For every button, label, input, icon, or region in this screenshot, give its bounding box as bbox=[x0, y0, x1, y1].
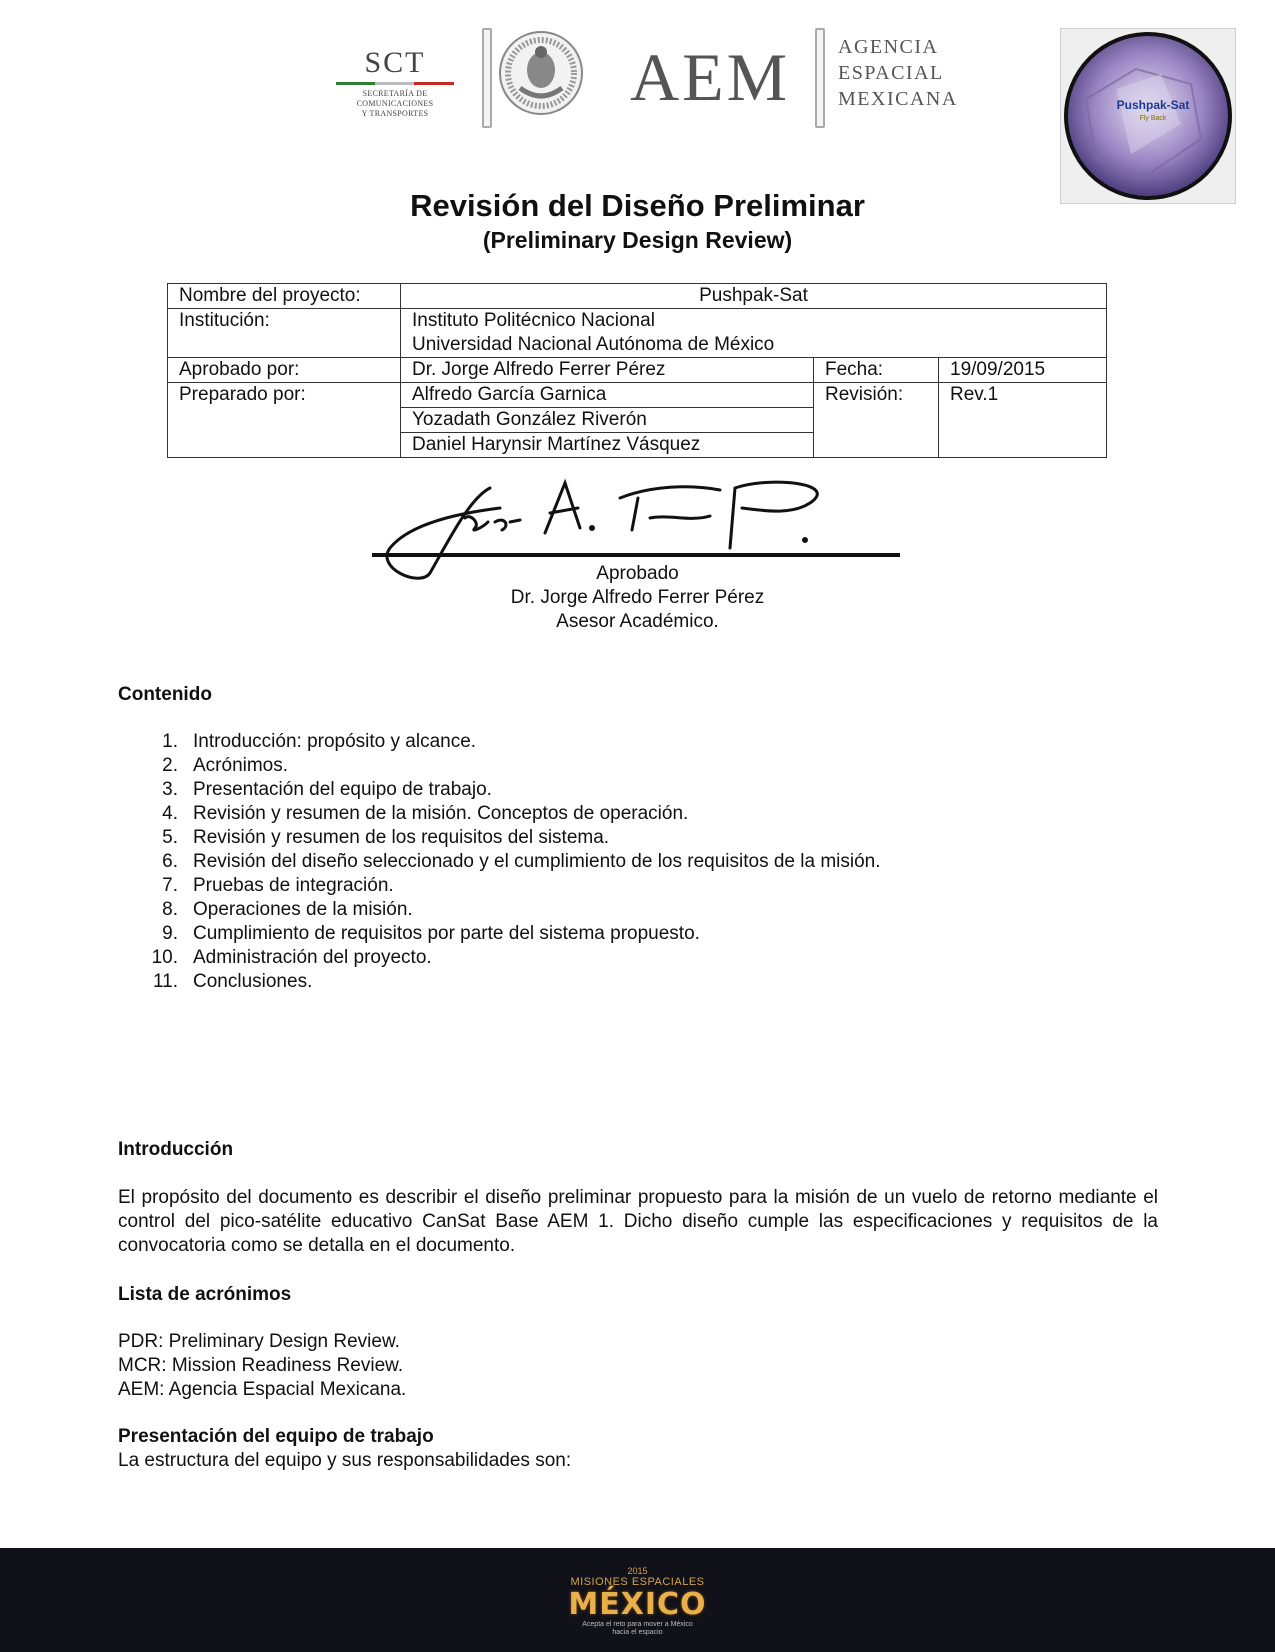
table-row bbox=[168, 309, 1107, 358]
sct-logo bbox=[330, 48, 460, 119]
approval-status: Aprobado bbox=[596, 563, 679, 584]
list-item-number: 9. bbox=[162, 923, 178, 944]
list-item-text: Revisión del diseño seleccionado y el cumplimiento de los requisitos de la misión. bbox=[193, 851, 881, 872]
footer-brand: MÉXICO bbox=[568, 1587, 707, 1622]
list-item-text: Revisión y resumen de los requisitos del sistema. bbox=[193, 827, 610, 848]
team-text: La estructura del equipo y sus responsabilidades son: bbox=[118, 1450, 572, 1471]
agencia-line: ESPACIAL bbox=[838, 62, 944, 84]
list-item-number: 11. bbox=[152, 971, 178, 992]
date-label: Fecha: bbox=[814, 358, 939, 383]
list-item-number: 2. bbox=[162, 755, 178, 776]
logo-divider bbox=[815, 28, 825, 128]
agencia-line: AGENCIA bbox=[838, 36, 939, 58]
acronyms-heading: Lista de acrónimos bbox=[118, 1284, 292, 1305]
agencia-line: MEXICANA bbox=[838, 88, 958, 110]
list-item bbox=[150, 970, 881, 994]
team-heading: Presentación del equipo de trabajo bbox=[118, 1426, 434, 1447]
list-item-text: Administración del proyecto. bbox=[193, 947, 432, 968]
misiones-espaciales-logo bbox=[555, 1566, 720, 1637]
footer-tagline: hacia el espacio bbox=[612, 1629, 663, 1636]
prepared-value: Daniel Harynsir Martínez Vásquez bbox=[401, 433, 814, 458]
list-item bbox=[150, 874, 881, 898]
aem-logo: AEM bbox=[630, 39, 791, 115]
introduction-heading: Introducción bbox=[118, 1139, 234, 1160]
approved-label: Aprobado por: bbox=[168, 358, 401, 383]
signature-line bbox=[372, 553, 900, 557]
revision-value: Rev.1 bbox=[939, 383, 1107, 458]
list-item-number: 7. bbox=[162, 875, 178, 896]
list-item-text: Conclusiones. bbox=[193, 971, 313, 992]
introduction-text: El propósito del documento es describir el diseño preliminar propuesto para la misión de un vuelo de retorno mediante el control del pico-satélite educativo CanSat Base AEM 1. Dicho diseño cumple las especificaciones y requisitos de la convocatoria como se detalla en el documento. bbox=[118, 1187, 1158, 1256]
list-item bbox=[150, 730, 881, 754]
list-item-text: Cumplimiento de requisitos por parte del sistema propuesto. bbox=[193, 923, 700, 944]
table-row bbox=[168, 383, 1107, 408]
acronym-item: AEM: Agencia Espacial Mexicana. bbox=[118, 1379, 407, 1400]
prepared-label: Preparado por: bbox=[168, 383, 401, 458]
list-item-text: Operaciones de la misión. bbox=[193, 899, 413, 920]
document-title: Revisión del Diseño Preliminar bbox=[410, 188, 865, 223]
table-row bbox=[168, 358, 1107, 383]
project-info-table bbox=[167, 283, 1107, 458]
sct-logo-rule bbox=[336, 82, 454, 85]
logo-divider bbox=[482, 28, 492, 128]
institution-line: Universidad Nacional Autónoma de México bbox=[412, 334, 775, 355]
list-item-number: 6. bbox=[162, 851, 178, 872]
list-item-number: 8. bbox=[162, 899, 178, 920]
approval-block bbox=[0, 562, 1275, 634]
date-value: 19/09/2015 bbox=[939, 358, 1107, 383]
acronym-item: MCR: Mission Readiness Review. bbox=[118, 1355, 404, 1376]
list-item bbox=[150, 922, 881, 946]
document-subtitle: (Preliminary Design Review) bbox=[482, 227, 793, 253]
list-item-text: Pruebas de integración. bbox=[193, 875, 394, 896]
footer-year: 2015 bbox=[627, 1566, 648, 1576]
list-item-text: Introducción: propósito y alcance. bbox=[193, 731, 477, 752]
national-seal-icon bbox=[498, 30, 584, 116]
list-item bbox=[150, 802, 881, 826]
list-item bbox=[150, 778, 881, 802]
badge-title bbox=[1103, 99, 1203, 125]
institution-label: Institución: bbox=[168, 309, 401, 358]
pushpak-sat-badge bbox=[1060, 28, 1236, 204]
project-label: Nombre del proyecto: bbox=[168, 284, 401, 309]
sct-logo-line3: Y TRANSPORTES bbox=[361, 109, 429, 118]
header-logos bbox=[330, 20, 958, 140]
list-item-text: Presentación del equipo de trabajo. bbox=[193, 779, 492, 800]
list-item-number: 5. bbox=[162, 827, 178, 848]
acronym-item: PDR: Preliminary Design Review. bbox=[118, 1331, 400, 1352]
badge-subtitle: Fly Back bbox=[1139, 115, 1167, 122]
contents-heading: Contenido bbox=[118, 684, 212, 705]
list-item bbox=[150, 946, 881, 970]
list-item-number: 10. bbox=[151, 947, 178, 968]
list-item-number: 3. bbox=[162, 779, 178, 800]
approver-name: Dr. Jorge Alfredo Ferrer Pérez bbox=[510, 587, 765, 608]
list-item-number: 4. bbox=[162, 803, 178, 824]
footer-tagline: Acepta el reto para mover a México bbox=[582, 1621, 693, 1628]
list-item bbox=[150, 754, 881, 778]
sct-logo-line1: SECRETARÍA DE bbox=[362, 89, 428, 98]
approver-role: Asesor Académico. bbox=[556, 611, 719, 632]
institution-value bbox=[401, 309, 1107, 358]
list-item bbox=[150, 898, 881, 922]
agencia-logo-text bbox=[838, 34, 958, 112]
sct-logo-title: SCT bbox=[364, 46, 426, 79]
list-item bbox=[150, 850, 881, 874]
list-item-text: Acrónimos. bbox=[193, 755, 289, 776]
sct-logo-line2: COMUNICACIONES bbox=[356, 99, 434, 108]
footer-title: MISIONES ESPACIALES bbox=[570, 1576, 705, 1588]
prepared-value: Alfredo García Garnica bbox=[401, 383, 814, 408]
contents-list bbox=[150, 730, 881, 994]
footer-banner bbox=[0, 1548, 1275, 1652]
revision-label: Revisión: bbox=[814, 383, 939, 458]
approved-value: Dr. Jorge Alfredo Ferrer Pérez bbox=[401, 358, 814, 383]
prepared-value: Yozadath González Riverón bbox=[401, 408, 814, 433]
list-item-text: Revisión y resumen de la misión. Conceptos de operación. bbox=[193, 803, 689, 824]
list-item bbox=[150, 826, 881, 850]
list-item-number: 1. bbox=[162, 731, 178, 752]
institution-line: Instituto Politécnico Nacional bbox=[412, 310, 655, 331]
project-value: Pushpak-Sat bbox=[401, 284, 1107, 309]
table-row bbox=[168, 284, 1107, 309]
badge-title-text: Pushpak-Sat bbox=[1116, 98, 1190, 112]
